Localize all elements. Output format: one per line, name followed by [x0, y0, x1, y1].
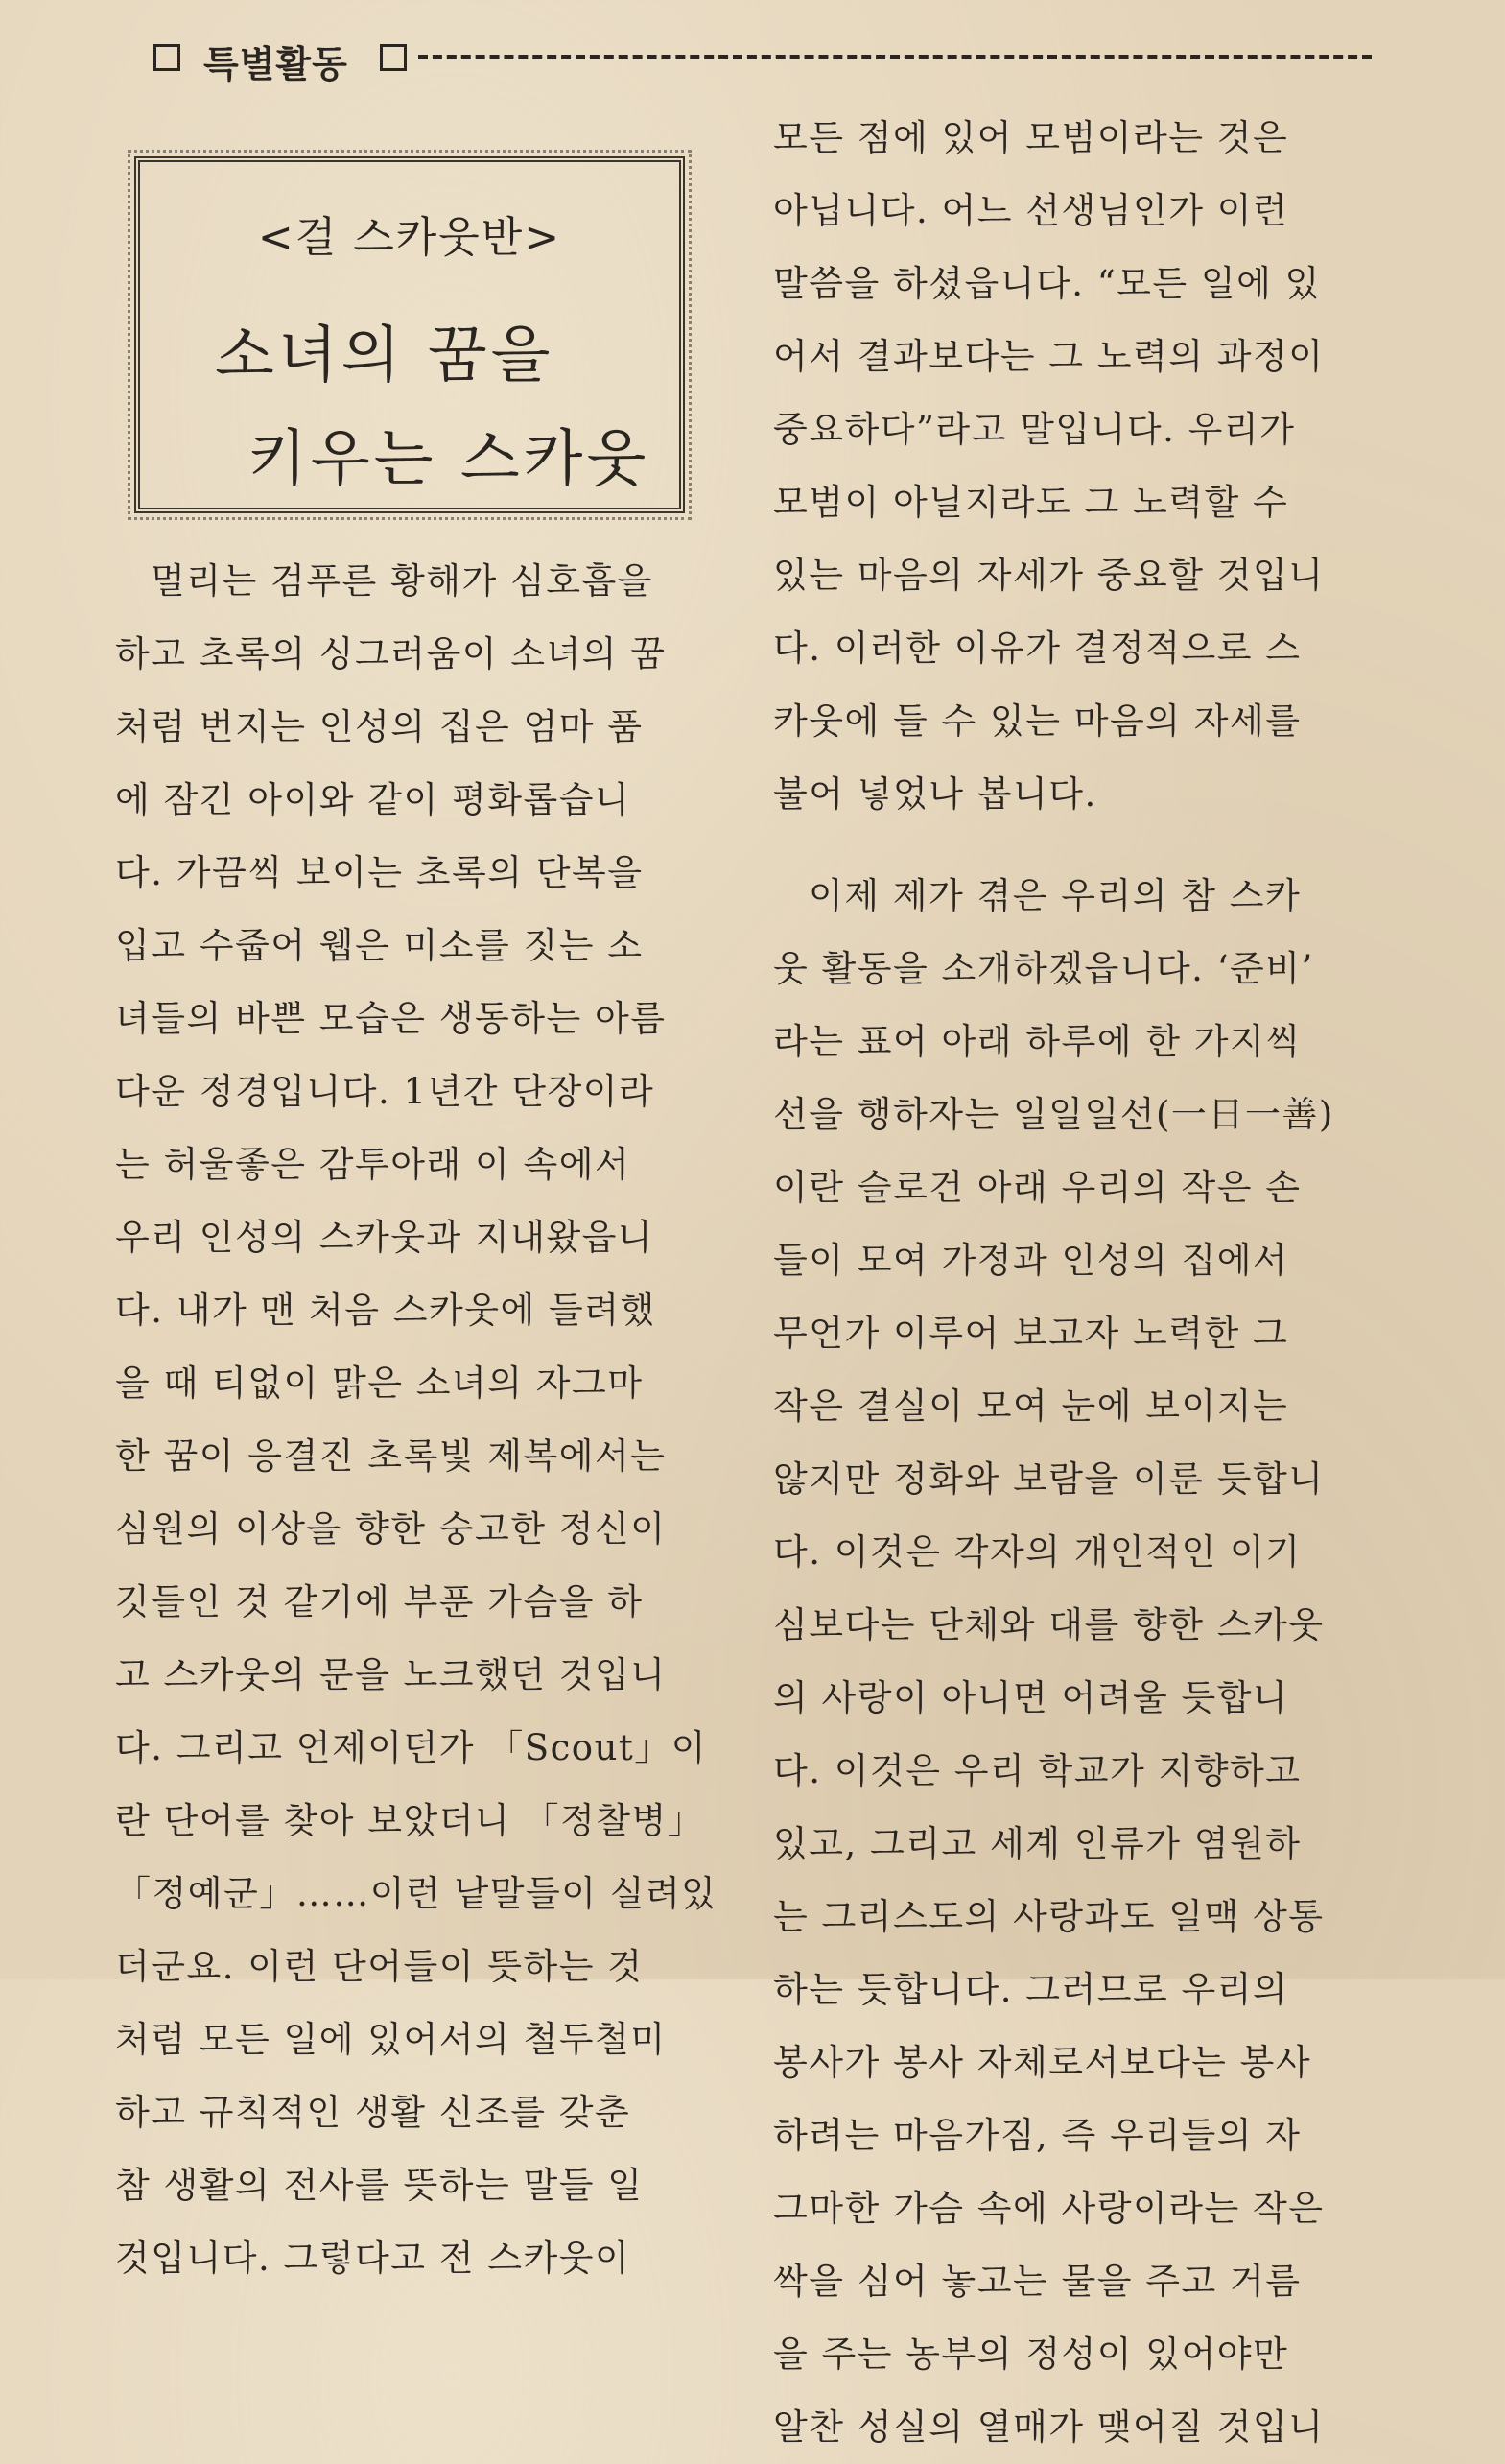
text-line: 심보다는 단체와 대를 향한 스카웃: [773, 1604, 1325, 1646]
article-title-line-1: 소녀의 꿈을: [215, 320, 554, 391]
header-square-right: [380, 44, 407, 71]
text-line: 다. 이러한 이유가 결정적으로 스: [773, 628, 1302, 669]
text-line: 다. 가끔씩 보이는 초록의 단복을: [115, 852, 644, 893]
text-line: 하고 규칙적인 생활 신조를 갖춘: [115, 2092, 631, 2133]
text-line: 처럼 번지는 인성의 집은 엄마 품: [115, 706, 644, 747]
text-line: 아닙니다. 어느 선생님인가 이런: [773, 190, 1289, 231]
text-line: 에 잠긴 아이와 같이 평화롭습니: [115, 779, 631, 820]
text-line: 알찬 성실의 열매가 맺어질 것입니: [773, 2406, 1325, 2448]
text-line: 작은 결실이 모여 눈에 보이지는: [773, 1386, 1289, 1427]
text-line: 우리 인성의 스카웃과 지내왔읍니: [115, 1217, 654, 1258]
text-line: 참 생활의 전사를 뜻하는 말들 일: [115, 2165, 644, 2206]
text-line: 봉사가 봉사 자체로서보다는 봉사: [773, 2042, 1312, 2083]
text-line: 하고 초록의 싱그러움이 소녀의 꿈: [115, 633, 667, 675]
body-column-right: [773, 102, 1368, 2464]
text-line: 고 스카웃의 문을 노크했던 것입니: [115, 1654, 667, 1695]
text-line: 다. 이것은 우리 학교가 지향하고: [773, 1750, 1302, 1791]
text-line: 말씀을 하셨읍니다. “모든 일에 있: [773, 263, 1321, 304]
text-line: 모범이 아닐지라도 그 노력할 수: [773, 482, 1289, 523]
text-line: 입고 수줍어 웹은 미소를 짓는 소: [115, 925, 644, 966]
article-title-line-2: 키우는 스카웃: [247, 424, 650, 495]
text-line: 다운 정경입니다. 1년간 단장이라: [115, 1071, 655, 1112]
body-column-left: [115, 545, 717, 2295]
article-title-box: [134, 156, 685, 513]
text-line: 어서 결과보다는 그 노력의 과정이: [773, 336, 1325, 377]
header-rule: [418, 55, 1372, 59]
text-line: 을 때 티없이 맑은 소녀의 자그마: [115, 1362, 644, 1404]
text-line: 그마한 가슴 속에 사랑이라는 작은: [773, 2188, 1325, 2229]
section-title: 특별활동: [203, 43, 348, 85]
text-line: 것입니다. 그렇다고 전 스카웃이: [115, 2238, 631, 2279]
text-line: 다. 이것은 각자의 개인적인 이기: [773, 1531, 1302, 1573]
text-line: 있고, 그리고 세계 인류가 염원하: [773, 1823, 1302, 1864]
text-line: 는 허울좋은 감투아래 이 속에서: [115, 1144, 631, 1185]
text-line: 다. 그리고 언제이던가 「Scout」이: [115, 1727, 708, 1768]
text-line: 이제 제가 겪은 우리의 참 스카: [809, 875, 1302, 916]
header-square-left: [153, 44, 180, 71]
text-line: 「정예군」……이런 낱말들이 실려있: [115, 1873, 717, 1914]
text-line: 한 꿈이 응결진 초록빛 제복에서는: [115, 1435, 667, 1477]
text-line: 싹을 심어 놓고는 물을 주고 거름: [773, 2261, 1302, 2302]
text-line: 더군요. 이런 단어들이 뜻하는 것: [115, 1946, 644, 1987]
text-line: 깃들인 것 같기에 부푼 가슴을 하: [115, 1581, 644, 1623]
text-line: 선을 행하자는 일일일선(一日一善): [773, 1094, 1334, 1135]
text-line: 카웃에 들 수 있는 마음의 자세를: [773, 700, 1302, 742]
text-line: 심원의 이상을 향한 숭고한 정신이: [115, 1508, 667, 1550]
text-line: 불어 넣었나 봅니다.: [773, 773, 1097, 815]
text-line: 하려는 마음가짐, 즉 우리들의 자: [773, 2115, 1302, 2156]
text-line: 모든 점에 있어 모범이라는 것은: [773, 117, 1289, 158]
text-line: 을 주는 농부의 정성이 있어야만: [773, 2334, 1289, 2375]
paragraph-gap: [773, 831, 1368, 860]
text-line: 란 단어를 찾아 보았더니 「정찰병」: [115, 1800, 705, 1841]
text-line: 웃 활동을 소개하겠읍니다. ‘준비’: [773, 948, 1314, 989]
article-subtitle: <걸 스카웃반>: [257, 213, 562, 262]
text-line: 처럼 모든 일에 있어서의 철두철미: [115, 2019, 667, 2060]
text-line: 는 그리스도의 사랑과도 일맥 상통: [773, 1896, 1325, 1937]
text-line: 않지만 정화와 보람을 이룬 듯합니: [773, 1458, 1325, 1500]
text-line: 녀들의 바쁜 모습은 생동하는 아름: [115, 998, 667, 1039]
text-line: 들이 모여 가정과 인성의 집에서: [773, 1240, 1289, 1281]
text-line: 무언가 이루어 보고자 노력한 그: [773, 1313, 1289, 1354]
text-line: 중요하다”라고 말입니다. 우리가: [773, 409, 1296, 450]
text-line: 있는 마음의 자세가 중요할 것입니: [773, 555, 1325, 596]
text-line: 다. 내가 맨 처음 스카웃에 들려했: [115, 1290, 656, 1331]
text-line: 하는 듯합니다. 그러므로 우리의: [773, 1969, 1289, 2010]
text-line: 이란 슬로건 아래 우리의 작은 손: [773, 1167, 1302, 1208]
text-line: 라는 표어 아래 하루에 한 가지씩: [773, 1021, 1302, 1062]
text-line: 멀리는 검푸른 황해가 심호흡을: [151, 560, 653, 602]
text-line: 의 사랑이 아니면 어려울 듯합니: [773, 1677, 1289, 1718]
section-header: [153, 29, 1372, 86]
